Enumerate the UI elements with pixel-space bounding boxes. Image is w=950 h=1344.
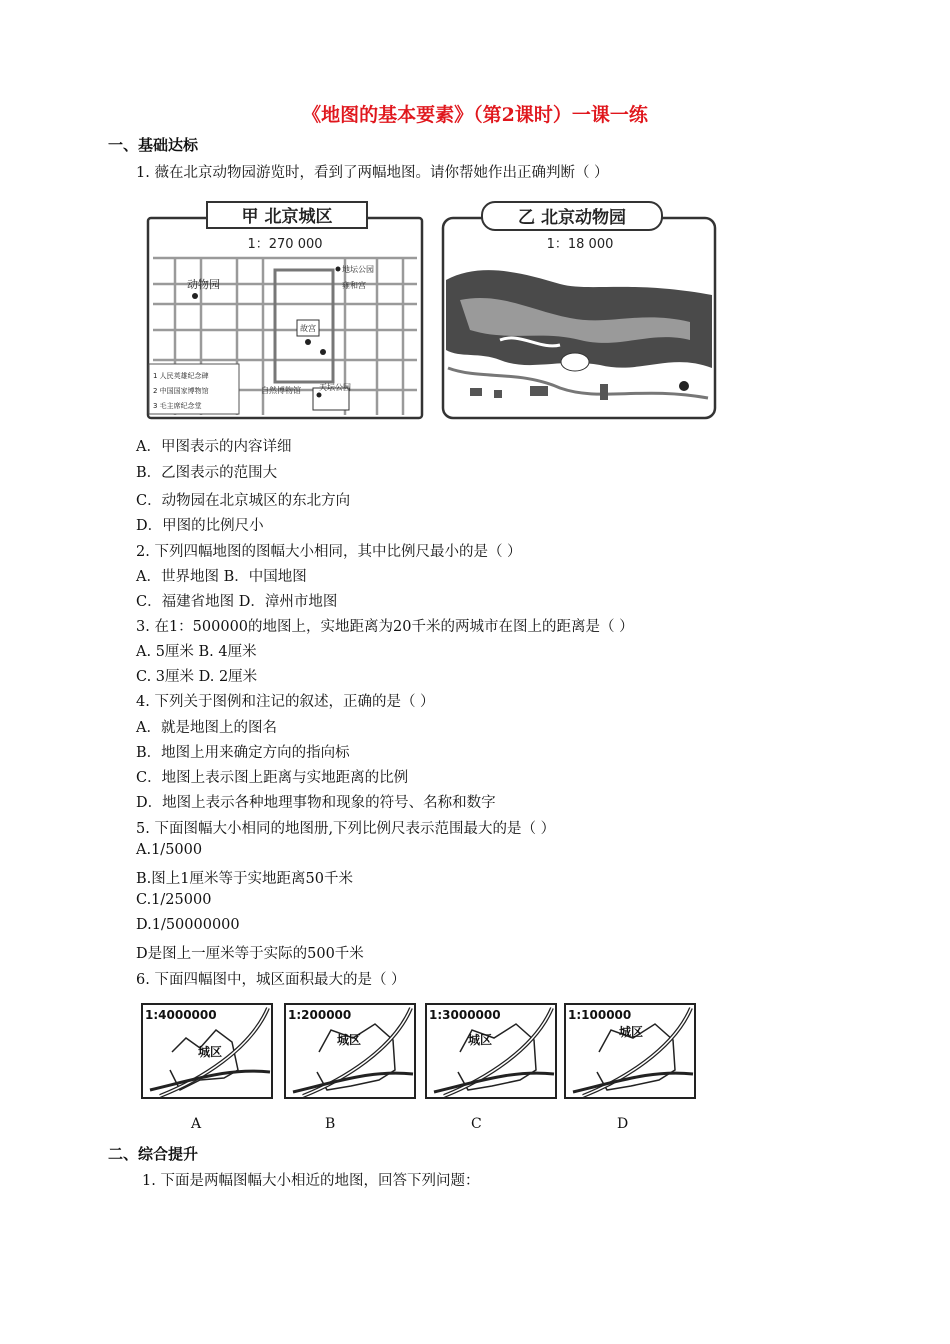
map-jia-legend-3: 3 毛主席纪念堂 — [153, 402, 202, 410]
q6-map-a-scale: 1:4000000 — [145, 1008, 217, 1022]
q4-option-d: D．地图上表示各种地理事物和现象的符号、名称和数字 — [136, 795, 496, 811]
map-jia-legend-1: 1 人民英雄纪念碑 — [153, 372, 209, 380]
q6-map-d-scale: 1:100000 — [568, 1008, 632, 1022]
page-title: 《地图的基本要素》（第2课时）一课一练 — [302, 104, 648, 126]
q6-map-b-label: 城区 — [337, 1033, 362, 1047]
q4-option-a: A．就是地图上的图名 — [136, 720, 277, 736]
q1-option-b: B．乙图表示的范围大 — [136, 465, 278, 481]
section-heading-advanced: 二、综合提升 — [108, 1145, 199, 1163]
q1-option-d: D．甲图的比例尺小 — [136, 518, 264, 534]
q6-map-c — [424, 1000, 559, 1100]
question-1: 1. 薇在北京动物园游览时，看到了两幅地图。请你帮她作出正确判断（ ） — [136, 165, 609, 181]
q3-options-cd: C. 3厘米 D. 2厘米 — [136, 669, 258, 685]
map-yi-title: 乙 北京动物园 — [518, 208, 626, 228]
q6-map-c-label: 城区 — [468, 1033, 493, 1047]
q6-map-d — [563, 1000, 698, 1100]
part2-question-1: 1. 下面是两幅图幅大小相近的地图，回答下列问题： — [142, 1173, 480, 1189]
q5-answer-note: D是图上一厘米等于实际的500千米 — [136, 946, 364, 962]
map-jia-label-nature-museum: 自然博物馆 — [261, 386, 301, 395]
q5-option-a: A.1/5000 — [136, 842, 203, 858]
q6-map-b — [283, 1000, 418, 1100]
q5-option-c: C.1/25000 — [136, 892, 212, 908]
map-jia-label-zoo: 动物园 — [187, 278, 220, 291]
q6-map-c-scale: 1:3000000 — [429, 1008, 501, 1022]
q6-letter-c: C — [471, 1116, 482, 1132]
q2-options-cd: C．福建省地图 D．漳州市地图 — [136, 594, 338, 610]
q6-map-b-scale: 1:200000 — [288, 1008, 352, 1022]
map-jia-legend-2: 2 中国国家博物馆 — [153, 387, 209, 395]
map-jia-scale: 1：270 000 — [247, 237, 323, 252]
q6-letter-d: D — [617, 1116, 629, 1132]
q3-options-ab: A. 5厘米 B. 4厘米 — [136, 644, 257, 660]
q6-map-d-label: 城区 — [619, 1025, 644, 1039]
question-4: 4. 下列关于图例和注记的叙述，正确的是（ ） — [136, 694, 435, 710]
q6-letter-a: A — [191, 1116, 202, 1132]
q6-letter-b: B — [325, 1116, 336, 1132]
section-heading-basic: 一、基础达标 — [108, 136, 199, 154]
map-jia-label-ditan: 地坛公园 — [342, 265, 374, 274]
question-6: 6. 下面四幅图中，城区面积最大的是（ ） — [136, 972, 406, 988]
q5-option-b: B.图上1厘米等于实地距离50千米 — [136, 871, 353, 887]
question-2: 2. 下列四幅地图的图幅大小相同，其中比例尺最小的是（ ） — [136, 544, 522, 560]
q6-map-a-label: 城区 — [198, 1045, 223, 1059]
q1-option-c: C．动物园在北京城区的东北方向 — [136, 493, 351, 509]
q2-options-ab: A．世界地图 B．中国地图 — [136, 569, 307, 585]
q1-option-a: A．甲图表示的内容详细 — [136, 439, 292, 455]
q6-map-a — [140, 1000, 275, 1100]
q4-option-b: B．地图上用来确定方向的指向标 — [136, 745, 350, 761]
map-jia-title: 甲 北京城区 — [241, 207, 333, 227]
question-3: 3. 在1：500000的地图上，实地距离为20千米的两城市在图上的距离是（ ） — [136, 619, 634, 635]
map-jia-label-yonghe: 雍和宫 — [342, 281, 366, 290]
map-yi-beijing-zoo — [440, 200, 718, 422]
q5-option-d: D.1/50000000 — [136, 917, 240, 933]
map-jia-beijing-city — [145, 200, 425, 422]
map-jia-label-tiantan: 天坛公园 — [319, 383, 351, 392]
q4-option-c: C．地图上表示图上距离与实地距离的比例 — [136, 770, 409, 786]
map-jia-label-gugong: 故宫 — [300, 324, 316, 333]
map-yi-scale: 1：18 000 — [546, 237, 614, 252]
question-5: 5. 下面图幅大小相同的地图册,下列比例尺表示范围最大的是（ ） — [136, 821, 556, 837]
